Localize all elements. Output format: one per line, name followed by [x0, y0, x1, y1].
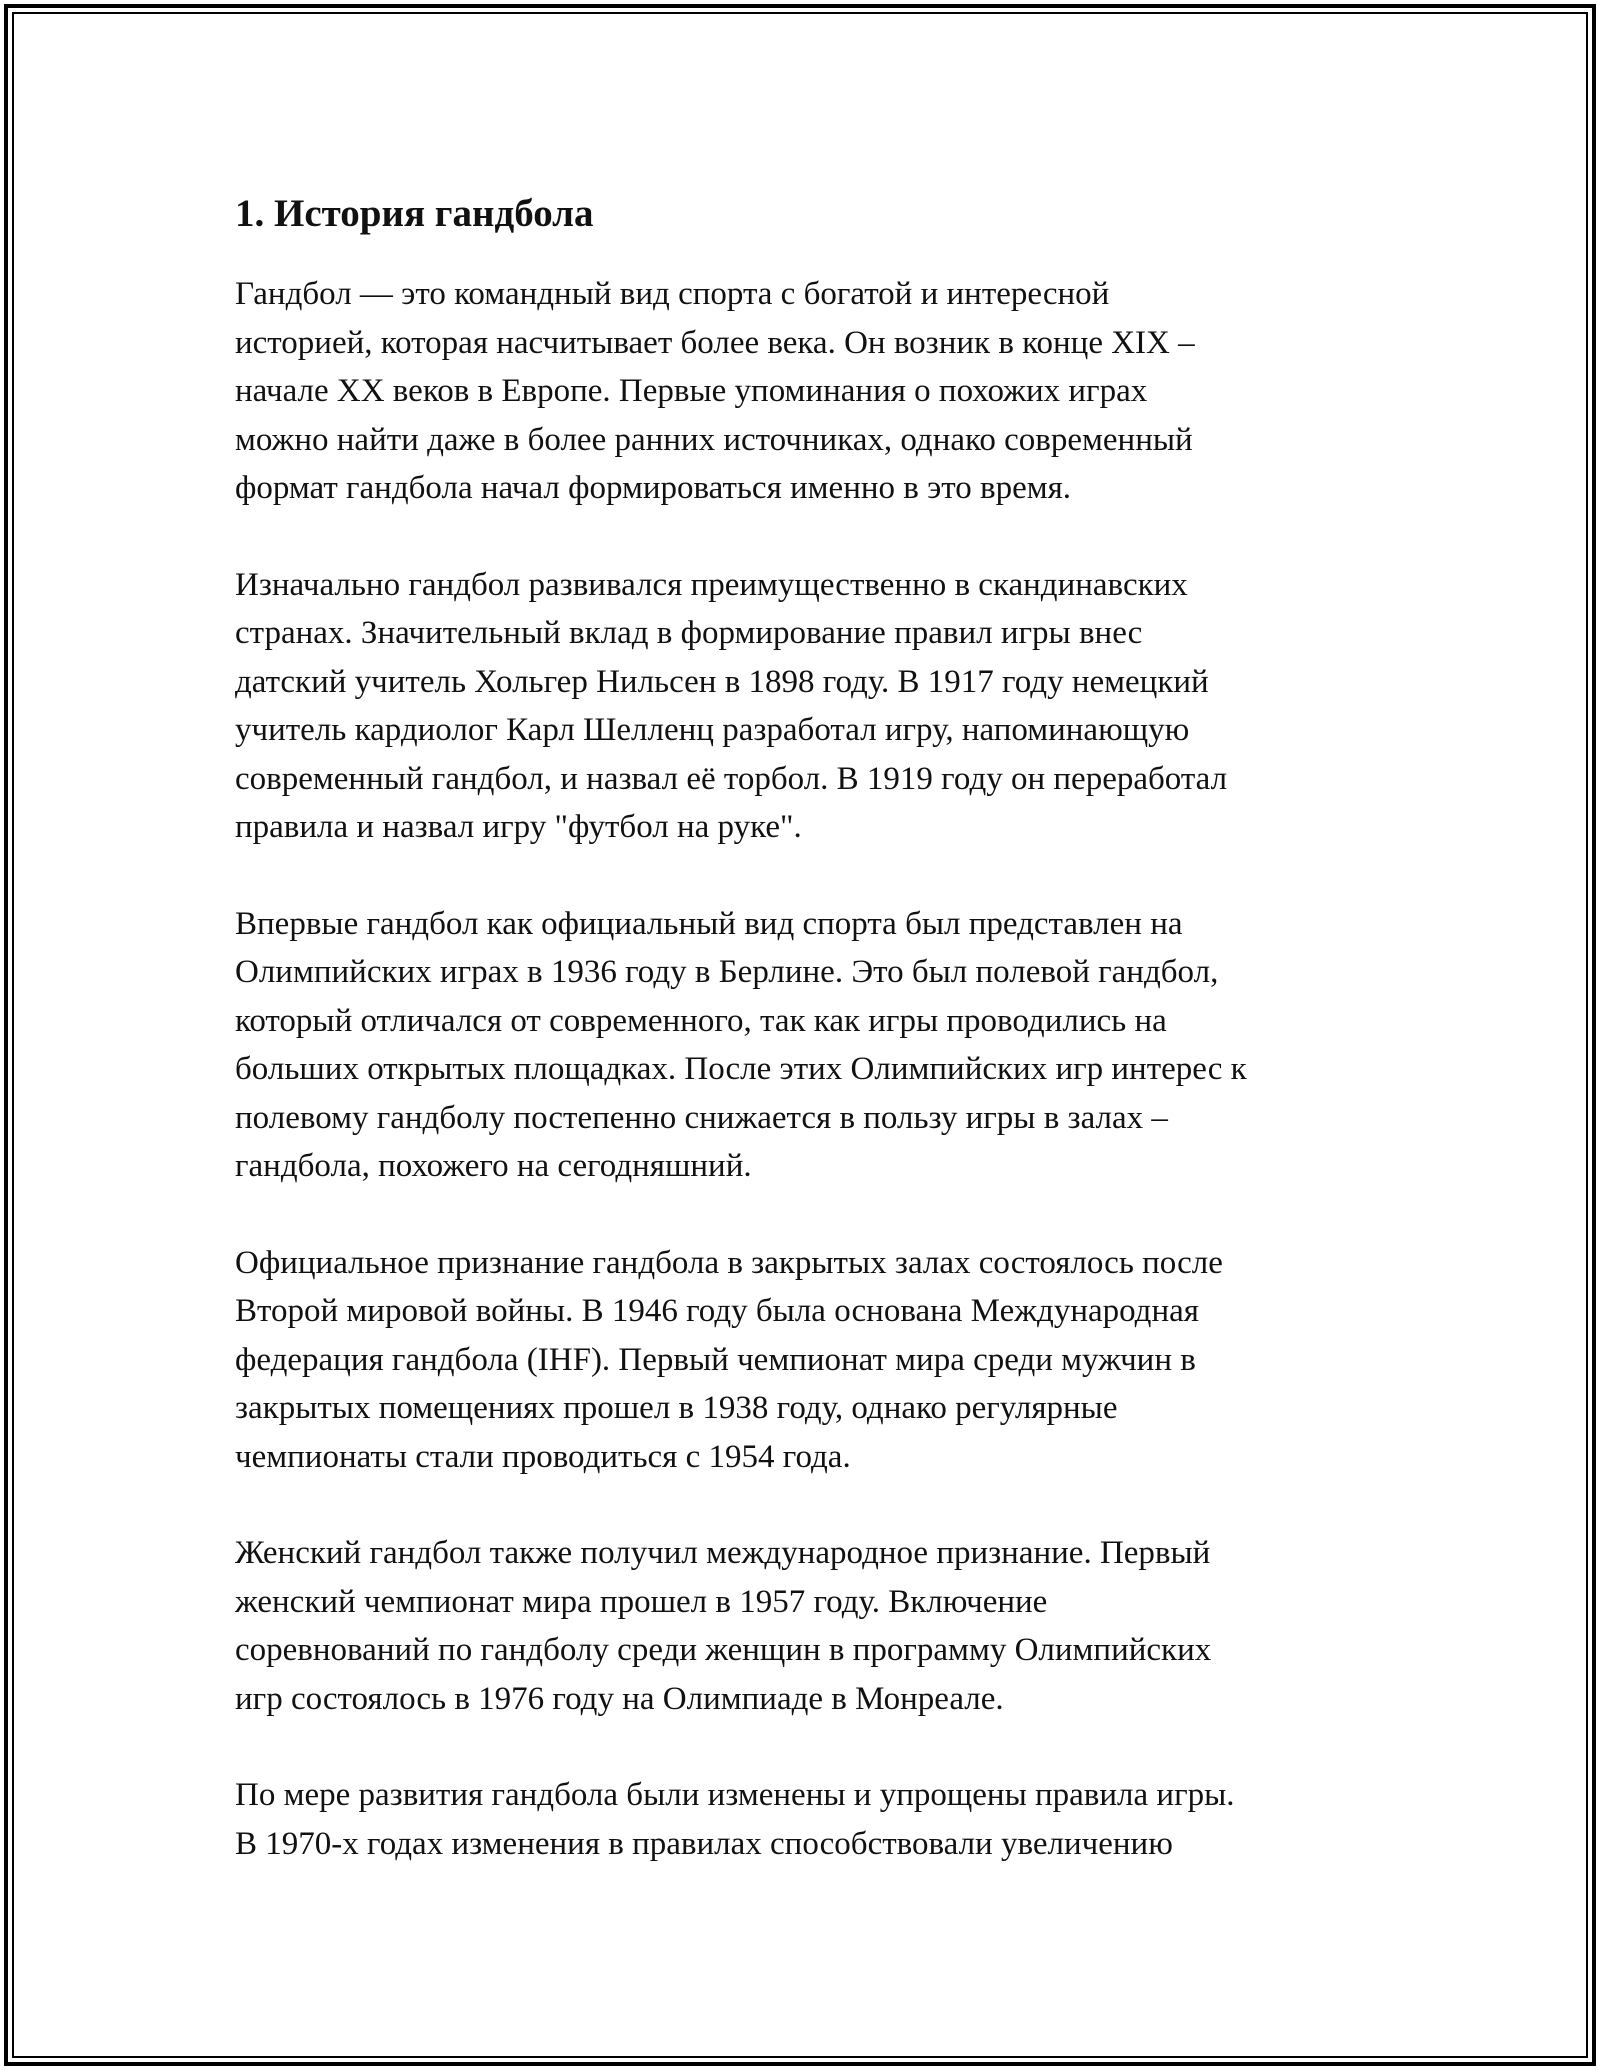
paragraph-line: формат гандбола начал формироваться именно в это время.: [235, 470, 1072, 506]
document-content: [235, 186, 1385, 1916]
paragraph-2: [235, 561, 1385, 852]
paragraph-4: [235, 1239, 1385, 1482]
paragraph-line: игр состоялось в 1976 году на Олимпиаде в Монреале.: [235, 1680, 1004, 1717]
paragraph-3: [235, 900, 1385, 1191]
paragraph-1: [235, 270, 1385, 513]
paragraph-line: историей, которая насчитывает более века. Он возник в конце XIX –: [235, 324, 1195, 361]
paragraph-line: Олимпийских играх в 1936 году в Берлине. Это был полевой гандбол,: [235, 954, 1219, 990]
paragraph-line: датский учитель Хольгер Нильсен в 1898 году. В 1917 году немецкий: [235, 663, 1209, 700]
paragraph-line: чемпионаты стали проводиться с 1954 года.: [235, 1438, 851, 1475]
paragraph-line: Официальное признание гандбола в закрытых залах состоялось после: [235, 1244, 1223, 1281]
paragraph-line: соревнований по гандболу среди женщин в программу Олимпийских: [235, 1632, 1212, 1668]
paragraph-line: В 1970-х годах изменения в правилах способствовали увеличению: [235, 1825, 1173, 1862]
paragraph-line: начале XX веков в Европе. Первые упоминания о похожих играх: [235, 373, 1148, 409]
paragraph-6: [235, 1771, 1385, 1868]
paragraph-line: который отличался от современного, так как игры проводились на: [235, 1002, 1167, 1039]
paragraph-line: странах. Значительный вклад в формирование правил игры внес: [235, 615, 1143, 651]
paragraph-line: федерация гандбола (IHF). Первый чемпионат мира среди мужчин в: [235, 1341, 1196, 1378]
paragraph-line: полевому гандболу постепенно снижается в пользу игры в залах –: [235, 1099, 1168, 1136]
paragraph-line: современный гандбол, и назвал её торбол. В 1919 году он переработал: [235, 760, 1228, 797]
paragraph-line: больших открытых площадках. После этих Олимпийских игр интерес к: [235, 1051, 1247, 1087]
paragraph-line: гандбола, похожего на сегодняшний.: [235, 1148, 752, 1184]
paragraph-line: Изначально гандбол развивался преимущественно в скандинавских: [235, 566, 1188, 603]
paragraph-line: правила и назвал игру "футбол на руке".: [235, 809, 802, 845]
paragraph-line: Гандбол — это командный вид спорта с богатой и интересной: [235, 276, 1110, 312]
paragraph-line: Впервые гандбол как официальный вид спорта был представлен на: [235, 905, 1183, 942]
paragraph-line: можно найти даже в более ранних источниках, однако современный: [235, 421, 1193, 458]
paragraph-line: закрытых помещениях прошел в 1938 году, однако регулярные: [235, 1390, 1118, 1426]
section-heading: 1. История гандбола: [235, 192, 594, 235]
paragraph-line: женский чемпионат мира прошел в 1957 году. Включение: [235, 1583, 1048, 1620]
paragraph-line: учитель кардиолог Карл Шелленц разработал игру, напоминающую: [235, 712, 1190, 748]
paragraph-line: Женский гандбол также получил международное признание. Первый: [235, 1535, 1211, 1571]
paragraph-line: Второй мировой войны. В 1946 году была основана Международная: [235, 1293, 1199, 1329]
paragraph-5: [235, 1529, 1385, 1723]
paragraph-line: По мере развития гандбола были изменены и упрощены правила игры.: [235, 1777, 1235, 1813]
